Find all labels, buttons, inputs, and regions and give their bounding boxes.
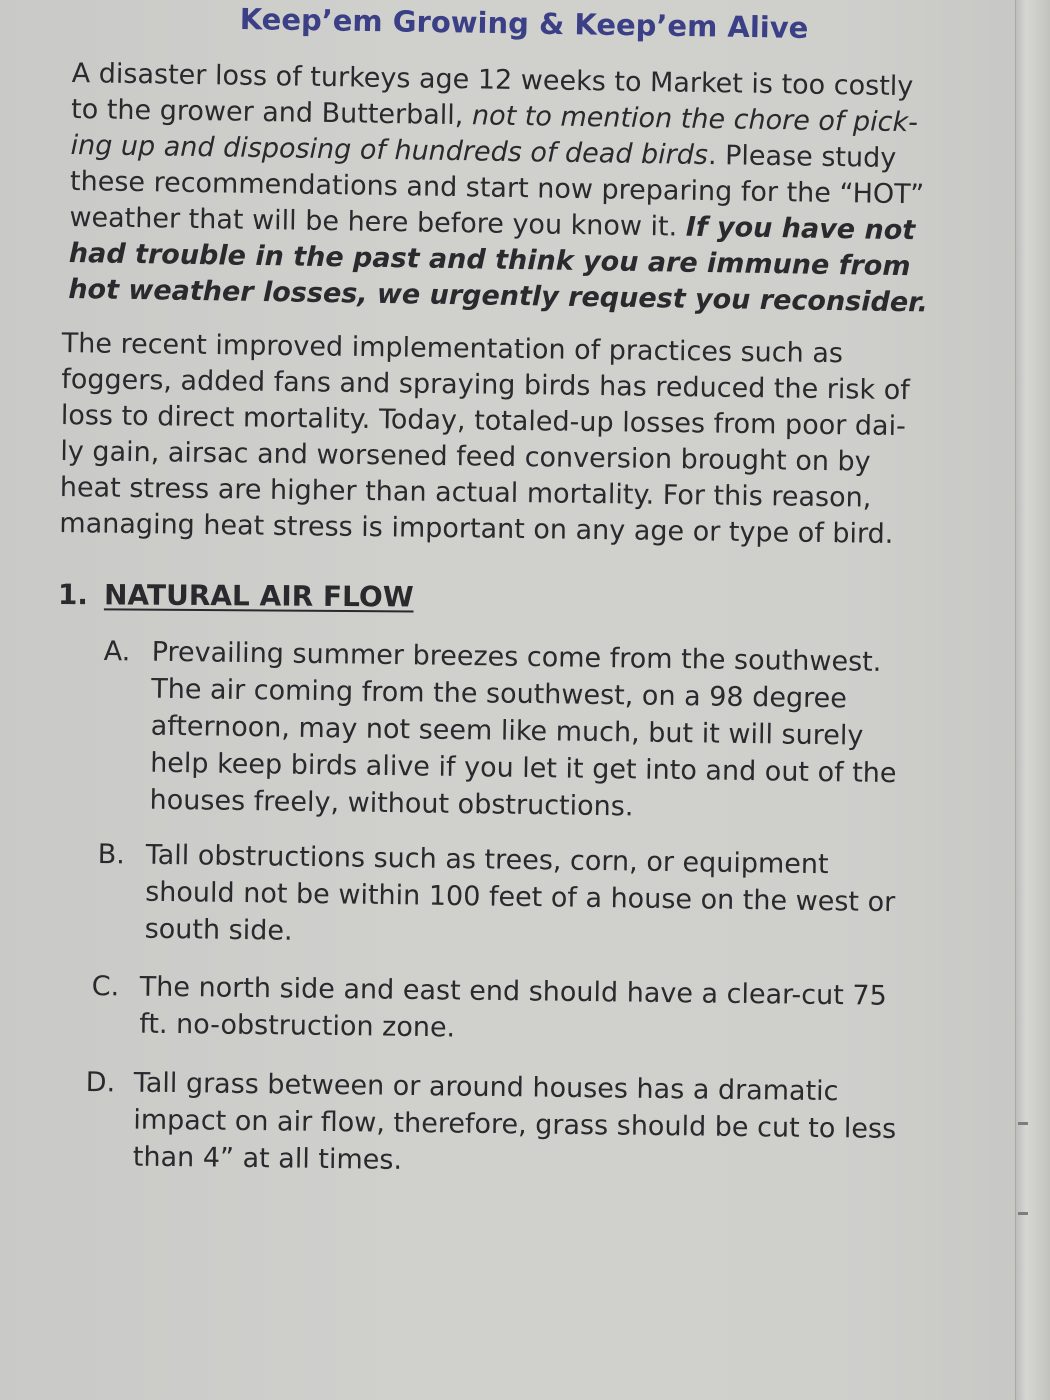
italic-span: ing up and disposing of hundreds of dead birds <box>70 129 709 171</box>
text-line: should not be within 100 feet of a house on the west or <box>145 876 896 919</box>
text-line: loss to direct mortality. Today, totaled-up losses from poor dai- <box>60 399 907 443</box>
text-line: than 4” at all times. <box>132 1141 403 1176</box>
text-line: heat stress are higher than actual mortality. For this reason, <box>59 471 872 514</box>
practices-paragraph <box>59 326 910 553</box>
intro-paragraph <box>68 56 931 321</box>
text-span: to the grower and Butterball, <box>70 93 473 132</box>
text-line: ly gain, airsac and worsened feed conversion brought on by <box>60 435 871 478</box>
text-line: Tall grass between or around houses has a dramatic <box>133 1067 839 1108</box>
text-line: The north side and east end should have a clear-cut 75 <box>139 971 887 1012</box>
text-line: A disaster loss of turkeys age 12 weeks to Market is too costly <box>71 57 914 103</box>
text-line: impact on air flow, therefore, grass should be cut to less <box>133 1104 897 1145</box>
text-line: managing heat stress is important on any age or type of bird. <box>59 507 894 550</box>
text-line: afternoon, may not seem like much, but it will surely <box>150 710 864 752</box>
text-line: these recommendations and start now preparing for the “HOT” <box>69 165 925 211</box>
item-body <box>139 969 887 1052</box>
text-line: Tall obstructions such as trees, corn, or equipment <box>145 839 829 881</box>
bold-italic-span: If you have not <box>685 211 916 247</box>
text-span: . Please study <box>707 140 897 174</box>
text-line: help keep birds alive if you let it get into and out of the <box>149 747 897 790</box>
text-line: The recent improved implementation of practices such as <box>61 327 844 370</box>
text-line: ft. no-obstruction zone. <box>139 1008 456 1044</box>
page-title: Keep’em Growing & Keep’em Alive <box>239 2 809 45</box>
staple-mark <box>1018 1122 1028 1125</box>
item-body <box>144 837 896 958</box>
item-body <box>133 1065 897 1185</box>
section-title: NATURAL AIR FLOW <box>103 578 414 614</box>
staple-mark <box>1018 1212 1028 1215</box>
text-line: foggers, added fans and spraying birds has reduced the risk of <box>61 363 910 407</box>
text-line: hot weather losses, we urgently request you reconsider. <box>68 273 929 319</box>
binding-edge <box>1015 0 1050 1400</box>
section-number: 1. <box>57 578 89 612</box>
text-line: houses freely, without obstructions. <box>149 784 634 823</box>
item-letter: A. <box>103 635 131 668</box>
item-letter: D. <box>85 1066 116 1099</box>
text-line: south side. <box>144 913 293 947</box>
text-line: The air coming from the southwest, on a 98 degree <box>151 673 848 715</box>
item-letter: C. <box>91 970 120 1003</box>
italic-span: not to mention the chore of pick- <box>471 100 919 139</box>
text-line: Prevailing summer breezes come from the southwest. <box>151 636 882 678</box>
item-letter: B. <box>97 838 126 871</box>
item-body <box>149 634 898 829</box>
section-heading <box>58 578 414 613</box>
text-span: weather that will be here before you know it. <box>69 201 687 243</box>
text-line: had trouble in the past and think you are immune from <box>68 237 911 283</box>
